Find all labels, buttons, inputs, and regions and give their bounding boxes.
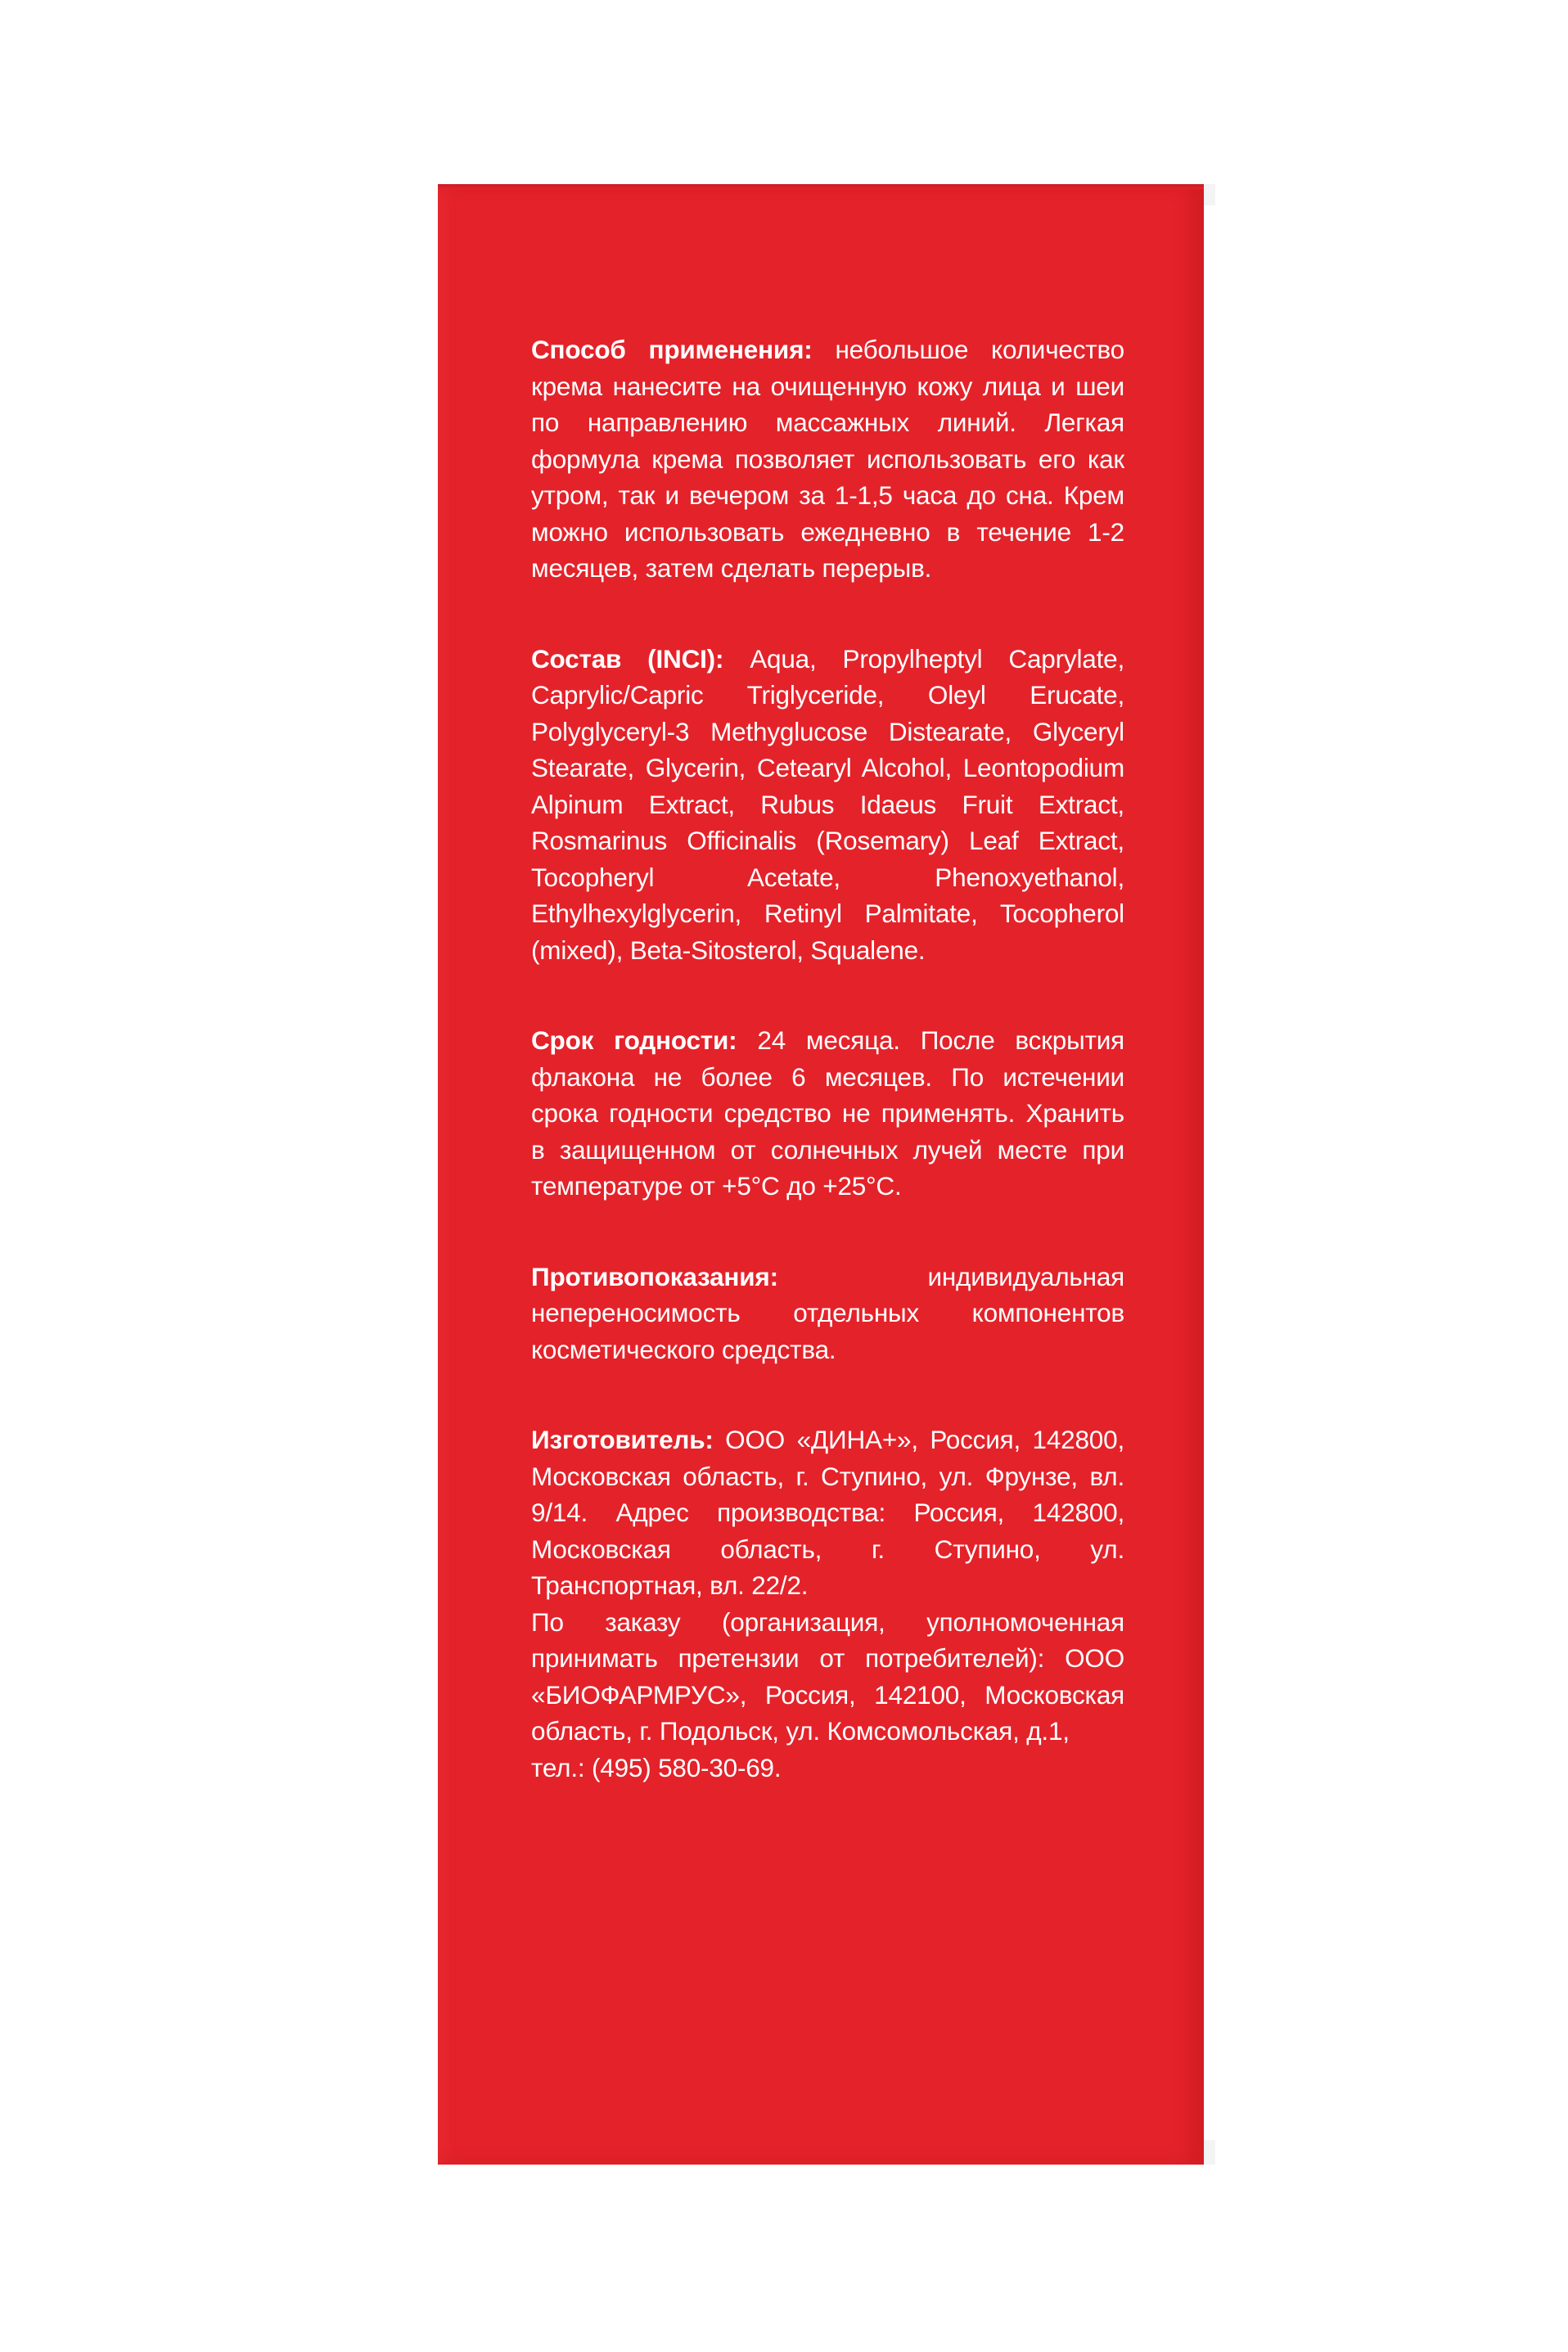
carton-top-edge <box>438 184 1204 189</box>
manufacturer-body: ООО «ДИНА+», Россия, 142800, Московская область, г. Ступино, ул. Фрунзе, вл. 9/14. Адрес производства: Россия, 142800, Московская область, г. Ступино, ул. Транспортная, вл. 22/2. <box>531 1425 1124 1600</box>
contraindications-heading: Противопоказания: <box>531 1261 778 1291</box>
phone-text: тел.: (495) 580-30-69. <box>531 1752 782 1782</box>
shelf-life-heading: Срок годности: <box>531 1025 737 1055</box>
composition-heading: Состав (INCI): <box>531 643 724 674</box>
order-body: По заказу (организация, уполномоченная принимать претензии от потребителей): ООО «БИОФАРМРУС», Россия, 142100, Московская область, г. Подольск, ул. Комсомольская, д.1, <box>531 1606 1124 1746</box>
contraindications-paragraph <box>531 1259 1124 1368</box>
usage-body: небольшое количество крема нанесите на очищенную кожу лица и шеи по направлению массажных линий. Легкая формула крема позволяет использовать его как утром, так и вечером за 1-1,5 часа до сна. Крем можно использовать ежедневно в течение 1-2 месяцев, затем сделать перерыв. <box>531 335 1124 583</box>
order-paragraph <box>531 1604 1124 1750</box>
red-carton-side <box>438 184 1204 2165</box>
carton-bottom-flap <box>1204 2140 1215 2165</box>
composition-body: Aqua, Propylheptyl Caprylate, Caprylic/Capric Triglyceride, Oleyl Erucate, Polyglyceryl-3 Methyglucose Distearate, Glyceryl Stearate, Glycerin, Cetearyl Alcohol, Leontopodium Alpinum Extract, Rubus Idaeus Fruit Extract, Rosmarinus Officinalis (Rosemary) Leaf Extract, Tocopheryl Acetate, Phenoxyethanol, Ethylhexylglycerin, Retinyl Palmitate, Tocopherol (mixed), Beta-Sitosterol, Squalene. <box>531 643 1124 965</box>
phone-line <box>531 1750 1124 1787</box>
composition-paragraph <box>531 641 1124 969</box>
manufacturer-paragraph <box>531 1422 1124 1604</box>
shelf-life-paragraph <box>531 1022 1124 1205</box>
contraindications-body: индивидуальная непереносимость отдельных компонентов косметического средства. <box>531 1261 1124 1364</box>
manufacturer-heading: Изготовитель: <box>531 1425 714 1454</box>
usage-paragraph <box>531 331 1124 587</box>
carton-top-flap <box>1204 184 1215 205</box>
usage-heading: Способ применения: <box>531 335 813 364</box>
shelf-life-body: 24 месяца. После вскрытия флакона не более 6 месяцев. По истечении срока годности средство не применять. Хранить в защищенном от солнечных лучей месте при температуре от +5°С до +25°С. <box>531 1025 1124 1201</box>
label-text-block <box>531 331 1124 1786</box>
